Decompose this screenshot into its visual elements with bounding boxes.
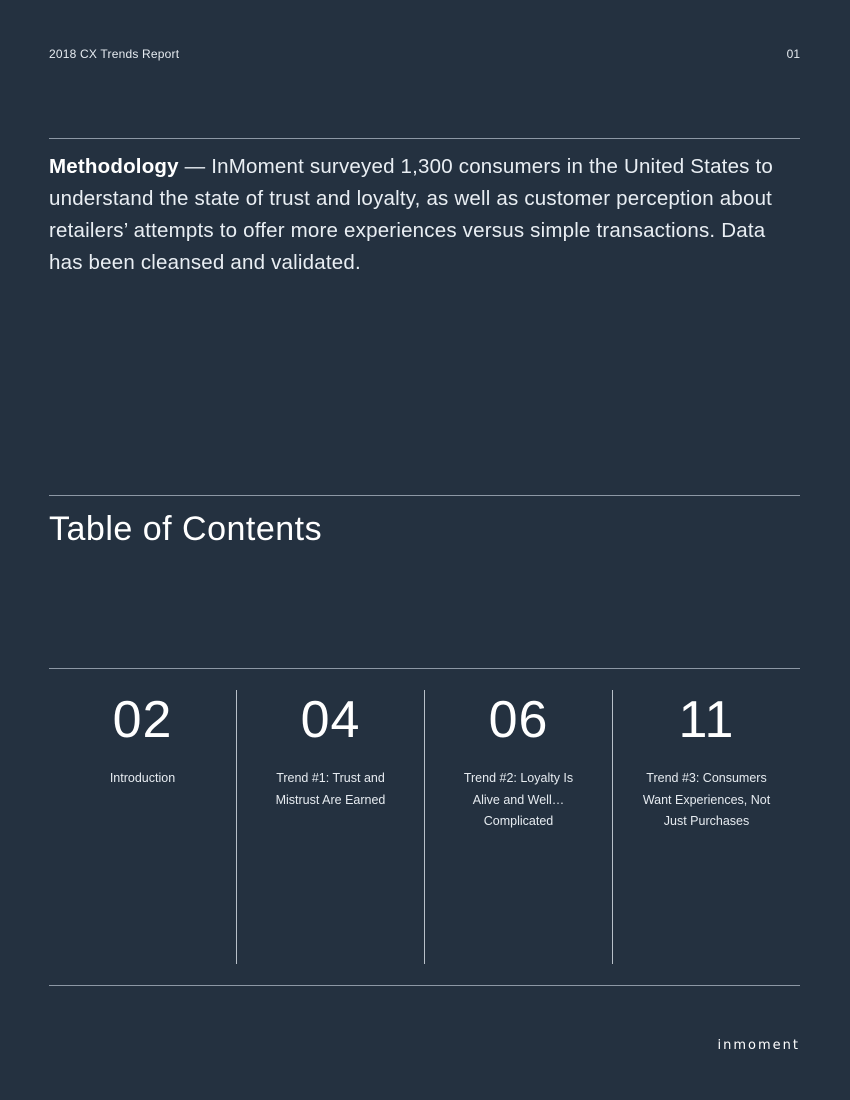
methodology-body: — InMoment surveyed 1,300 consumers in the United States to understand the state of trust and loyalty, as well as customer perception about retailers’ attempts to offer more experiences versus simple transactions. Data has been cleansed and validated. bbox=[49, 155, 774, 274]
toc-item-label: Introduction bbox=[109, 771, 176, 785]
toc-page-number: 06 bbox=[488, 691, 549, 749]
top-divider bbox=[49, 138, 800, 139]
toc-title: Table of Contents bbox=[49, 510, 323, 548]
inmoment-logo: inmoment bbox=[717, 1038, 800, 1053]
toc-list bbox=[49, 690, 800, 964]
methodology-lead: Methodology bbox=[49, 155, 179, 178]
toc-item-trend-2[interactable] bbox=[425, 690, 613, 964]
bottom-divider bbox=[49, 985, 800, 986]
toc-page-number: 04 bbox=[300, 691, 361, 749]
toc-top-divider bbox=[49, 495, 800, 496]
toc-item-trend-3[interactable] bbox=[613, 690, 800, 964]
toc-page-number: 02 bbox=[112, 691, 173, 749]
methodology-paragraph bbox=[49, 151, 789, 279]
toc-items-divider bbox=[49, 668, 800, 669]
toc-item-introduction[interactable] bbox=[49, 690, 237, 964]
page-number: 01 bbox=[786, 47, 800, 61]
toc-page-number: 11 bbox=[678, 691, 735, 749]
toc-item-label: Trend #3: Consumers Want Experiences, Not Just Purchases bbox=[642, 771, 771, 828]
report-title: 2018 CX Trends Report bbox=[49, 47, 180, 61]
toc-item-label: Trend #2: Loyalty Is Alive and Well… Complicated bbox=[463, 771, 574, 828]
toc-item-label: Trend #1: Trust and Mistrust Are Earned bbox=[275, 771, 386, 807]
toc-item-trend-1[interactable] bbox=[237, 690, 425, 964]
